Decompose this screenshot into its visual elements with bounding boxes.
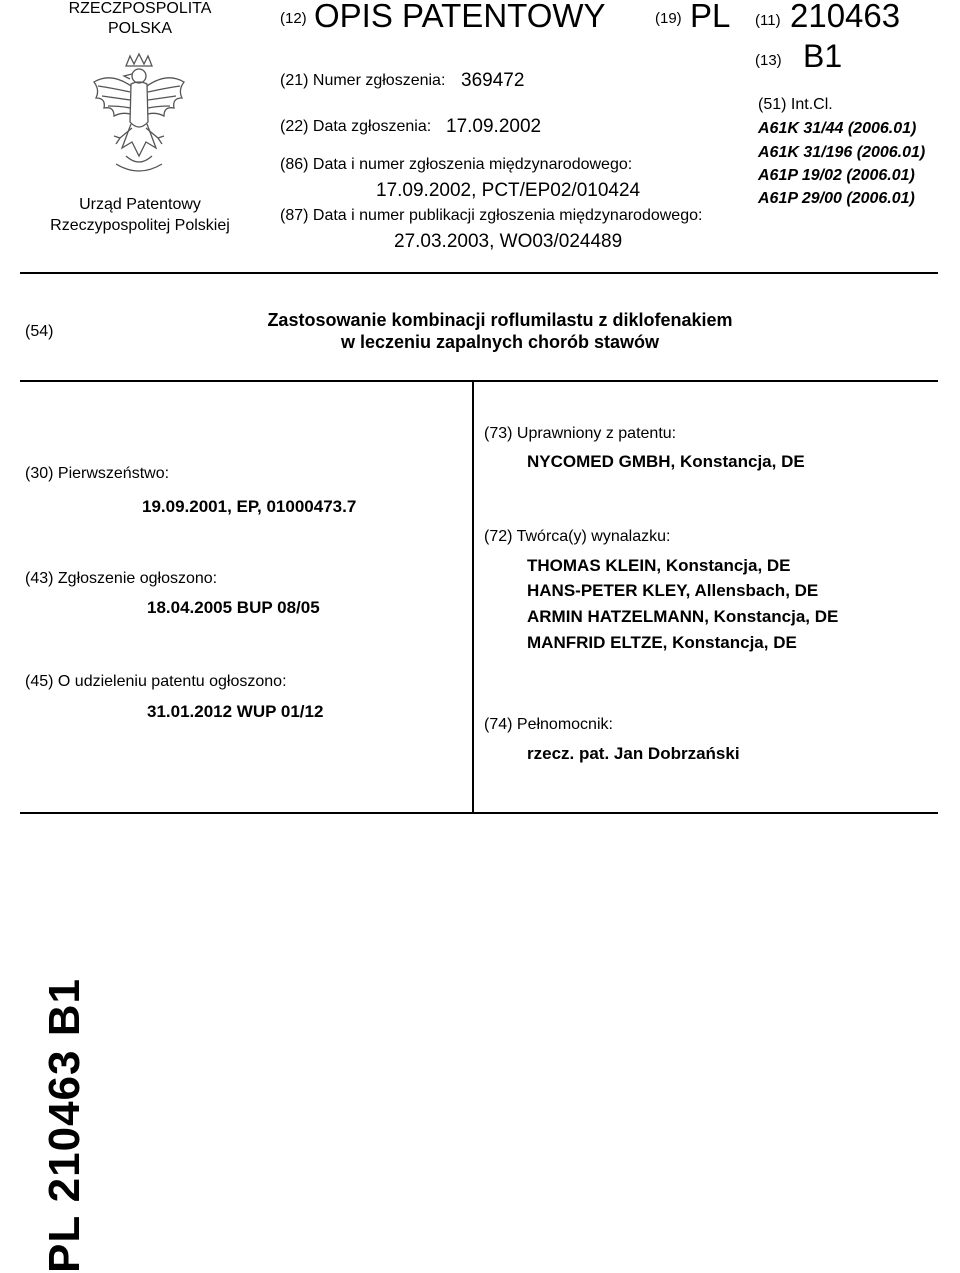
patent-number-code: (11) bbox=[755, 12, 781, 29]
divider-columns bbox=[472, 382, 474, 812]
patent-number: 210463 bbox=[790, 0, 901, 34]
application-date-label: (22) Data zgłoszenia: bbox=[280, 118, 432, 135]
doc-type: OPIS PATENTOWY bbox=[314, 0, 606, 34]
title-code: (54) bbox=[25, 323, 54, 340]
holder-label: (73) Uprawniony z patentu: bbox=[484, 425, 677, 442]
granted-label: (45) O udzieleniu patentu ogłoszono: bbox=[25, 673, 287, 690]
country-code-label: (19) bbox=[655, 10, 682, 27]
country-code: PL bbox=[690, 0, 731, 34]
application-number-label: (21) Numer zgłoszenia: bbox=[280, 72, 446, 89]
office-name-line1: Urząd Patentowy bbox=[79, 196, 201, 213]
intl-application-label: (86) Data i numer zgłoszenia międzynarodowego: bbox=[280, 156, 633, 173]
kind-code: B1 bbox=[803, 38, 843, 74]
inventors-label: (72) Twórca(y) wynalazku: bbox=[484, 528, 671, 545]
doc-type-code: (12) bbox=[280, 10, 307, 27]
inventor-item: MANFRID ELTZE, Konstancja, DE bbox=[527, 633, 797, 652]
side-document-label: PL 210463 B1 bbox=[40, 978, 89, 1273]
intl-application-value: 17.09.2002, PCT/EP02/010424 bbox=[376, 180, 641, 201]
inventor-item: THOMAS KLEIN, Konstancja, DE bbox=[527, 556, 791, 575]
attorney-label: (74) Pełnomocnik: bbox=[484, 716, 613, 733]
priority-label: (30) Pierwszeństwo: bbox=[25, 465, 170, 482]
intl-publication-label: (87) Data i numer publikacji zgłoszenia międzynarodowego: bbox=[280, 207, 703, 224]
application-number: 369472 bbox=[461, 70, 525, 91]
patent-title-line1: Zastosowanie kombinacji roflumilastu z diklofenakiem bbox=[267, 310, 733, 330]
inventor-item: ARMIN HATZELMANN, Konstancja, DE bbox=[527, 607, 839, 626]
country-line2: POLSKA bbox=[107, 20, 173, 37]
holder-value: NYCOMED GMBH, Konstancja, DE bbox=[527, 452, 805, 471]
classification-label: (51) Int.Cl. bbox=[758, 96, 833, 113]
divider-title bbox=[20, 380, 938, 382]
office-name-line2: Rzeczypospolitej Polskiej bbox=[50, 217, 230, 234]
kind-code-label: (13) bbox=[755, 52, 782, 69]
country-line1: RZECZPOSPOLITA bbox=[68, 0, 212, 17]
attorney-value: rzecz. pat. Jan Dobrzański bbox=[527, 744, 740, 763]
divider-top bbox=[20, 272, 938, 274]
intl-publication-value: 27.03.2003, WO03/024489 bbox=[394, 231, 623, 252]
announced-value: 18.04.2005 BUP 08/05 bbox=[147, 598, 320, 617]
application-date: 17.09.2002 bbox=[446, 116, 542, 137]
classification-code: A61K 31/196 (2006.01) bbox=[758, 144, 926, 161]
classification-code: A61P 29/00 (2006.01) bbox=[758, 190, 915, 207]
granted-value: 31.01.2012 WUP 01/12 bbox=[147, 702, 324, 721]
priority-value: 19.09.2001, EP, 01000473.7 bbox=[142, 497, 357, 516]
classification-code: A61K 31/44 (2006.01) bbox=[758, 120, 917, 137]
announced-label: (43) Zgłoszenie ogłoszono: bbox=[25, 570, 218, 587]
divider-bottom bbox=[20, 812, 938, 814]
polish-eagle-emblem bbox=[86, 52, 192, 182]
patent-title-line2: w leczeniu zapalnych chorób stawów bbox=[340, 332, 660, 352]
inventor-item: HANS-PETER KLEY, Allensbach, DE bbox=[527, 581, 819, 600]
classification-code: A61P 19/02 (2006.01) bbox=[758, 167, 915, 184]
